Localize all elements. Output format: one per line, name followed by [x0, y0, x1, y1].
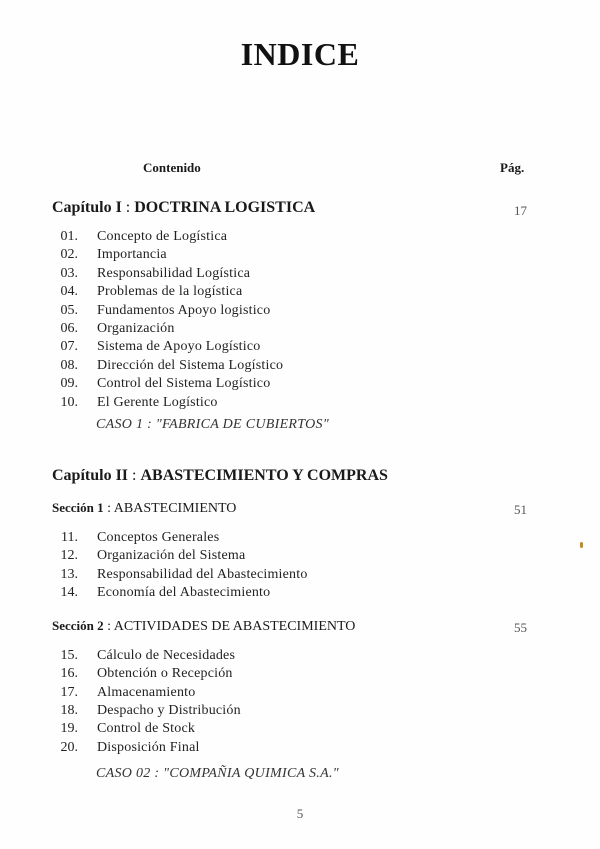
item-text: Problemas de la logística	[97, 284, 243, 300]
item-number: 17.	[60, 684, 78, 700]
case-1: CASO 1 : "FABRICA DE CUBIERTOS"	[96, 417, 329, 432]
scan-speck	[580, 542, 583, 548]
item-text: Sistema de Apoyo Logístico	[97, 339, 261, 355]
item-text: Almacenamiento	[97, 684, 196, 700]
chapter-2-title: ABASTECIMIENTO Y COMPRAS	[140, 467, 388, 484]
item-number: 03.	[60, 265, 78, 281]
case-2: CASO 02 : "COMPAÑIA QUIMICA S.A."	[96, 766, 339, 781]
page-title: INDICE	[240, 36, 360, 72]
section-1-heading	[52, 500, 236, 517]
section-2-page: 55	[514, 620, 527, 635]
item-number: 12.	[60, 548, 78, 564]
section-2-title: ACTIVIDADES DE ABASTECIMIENTO	[113, 619, 356, 634]
item-text: Control del Sistema Logístico	[97, 376, 271, 392]
item-text: Control de Stock	[97, 721, 196, 737]
item-text: Cálculo de Necesidades	[97, 648, 236, 663]
item-number: 05.	[60, 302, 78, 318]
section-1-page: 51	[514, 502, 527, 517]
chapter-1-separator: :	[125, 199, 131, 216]
item-text: Importancia	[97, 247, 167, 263]
item-number: 15.	[60, 648, 78, 663]
section-1-label: Sección 1	[52, 500, 104, 515]
chapter-1-heading	[52, 199, 315, 217]
chapter-2-label: Capítulo II	[52, 467, 129, 484]
item-text: Economía del Abastecimiento	[97, 584, 271, 600]
chapter-2-separator: :	[132, 467, 137, 484]
chapter-1-title: DOCTRINA LOGISTICA	[134, 199, 316, 216]
item-number: 14.	[60, 584, 78, 600]
section-1-separator: :	[107, 501, 112, 516]
item-number: 04.	[60, 284, 78, 300]
page-number: 5	[296, 806, 304, 821]
item-number: 06.	[60, 321, 78, 336]
chapter-2-heading	[52, 467, 388, 485]
item-number: 01.	[60, 229, 78, 244]
item-number: 11.	[61, 530, 78, 545]
chapter-1-label: Capítulo I	[52, 199, 122, 216]
contents-header: Contenido	[143, 160, 201, 175]
item-number: 13.	[60, 566, 78, 582]
item-number: 02.	[60, 247, 78, 263]
item-text: Concepto de Logística	[97, 229, 228, 244]
item-text: Obtención o Recepción	[97, 666, 233, 682]
item-text: El Gerente Logístico	[97, 394, 218, 410]
chapter-1-page: 17	[514, 203, 527, 218]
item-text: Disposición Final	[97, 739, 200, 755]
item-text: Fundamentos Apoyo logistico	[97, 302, 271, 318]
item-text: Despacho y Distribución	[97, 702, 241, 718]
section-1-title: ABASTECIMIENTO	[113, 501, 237, 516]
item-text: Responsabilidad Logística	[97, 265, 251, 281]
item-number: 08.	[60, 357, 78, 373]
item-number: 16.	[60, 666, 78, 682]
item-text: Dirección del Sistema Logístico	[97, 357, 284, 373]
page-column-header: Pág.	[500, 160, 525, 175]
section-2-label: Sección 2	[52, 618, 104, 633]
section-2-separator: :	[107, 619, 112, 634]
item-number: 18.	[60, 702, 78, 718]
item-number: 20.	[60, 739, 78, 755]
section-2-heading	[52, 618, 355, 635]
item-number: 07.	[60, 339, 78, 355]
item-text: Responsabilidad del Abastecimiento	[97, 566, 308, 582]
item-text: Organización	[97, 321, 175, 336]
item-text: Organización del Sistema	[97, 548, 246, 564]
item-number: 09.	[60, 376, 78, 392]
item-number: 19.	[60, 721, 78, 737]
item-number: 10.	[60, 394, 78, 410]
item-text: Conceptos Generales	[97, 530, 220, 545]
